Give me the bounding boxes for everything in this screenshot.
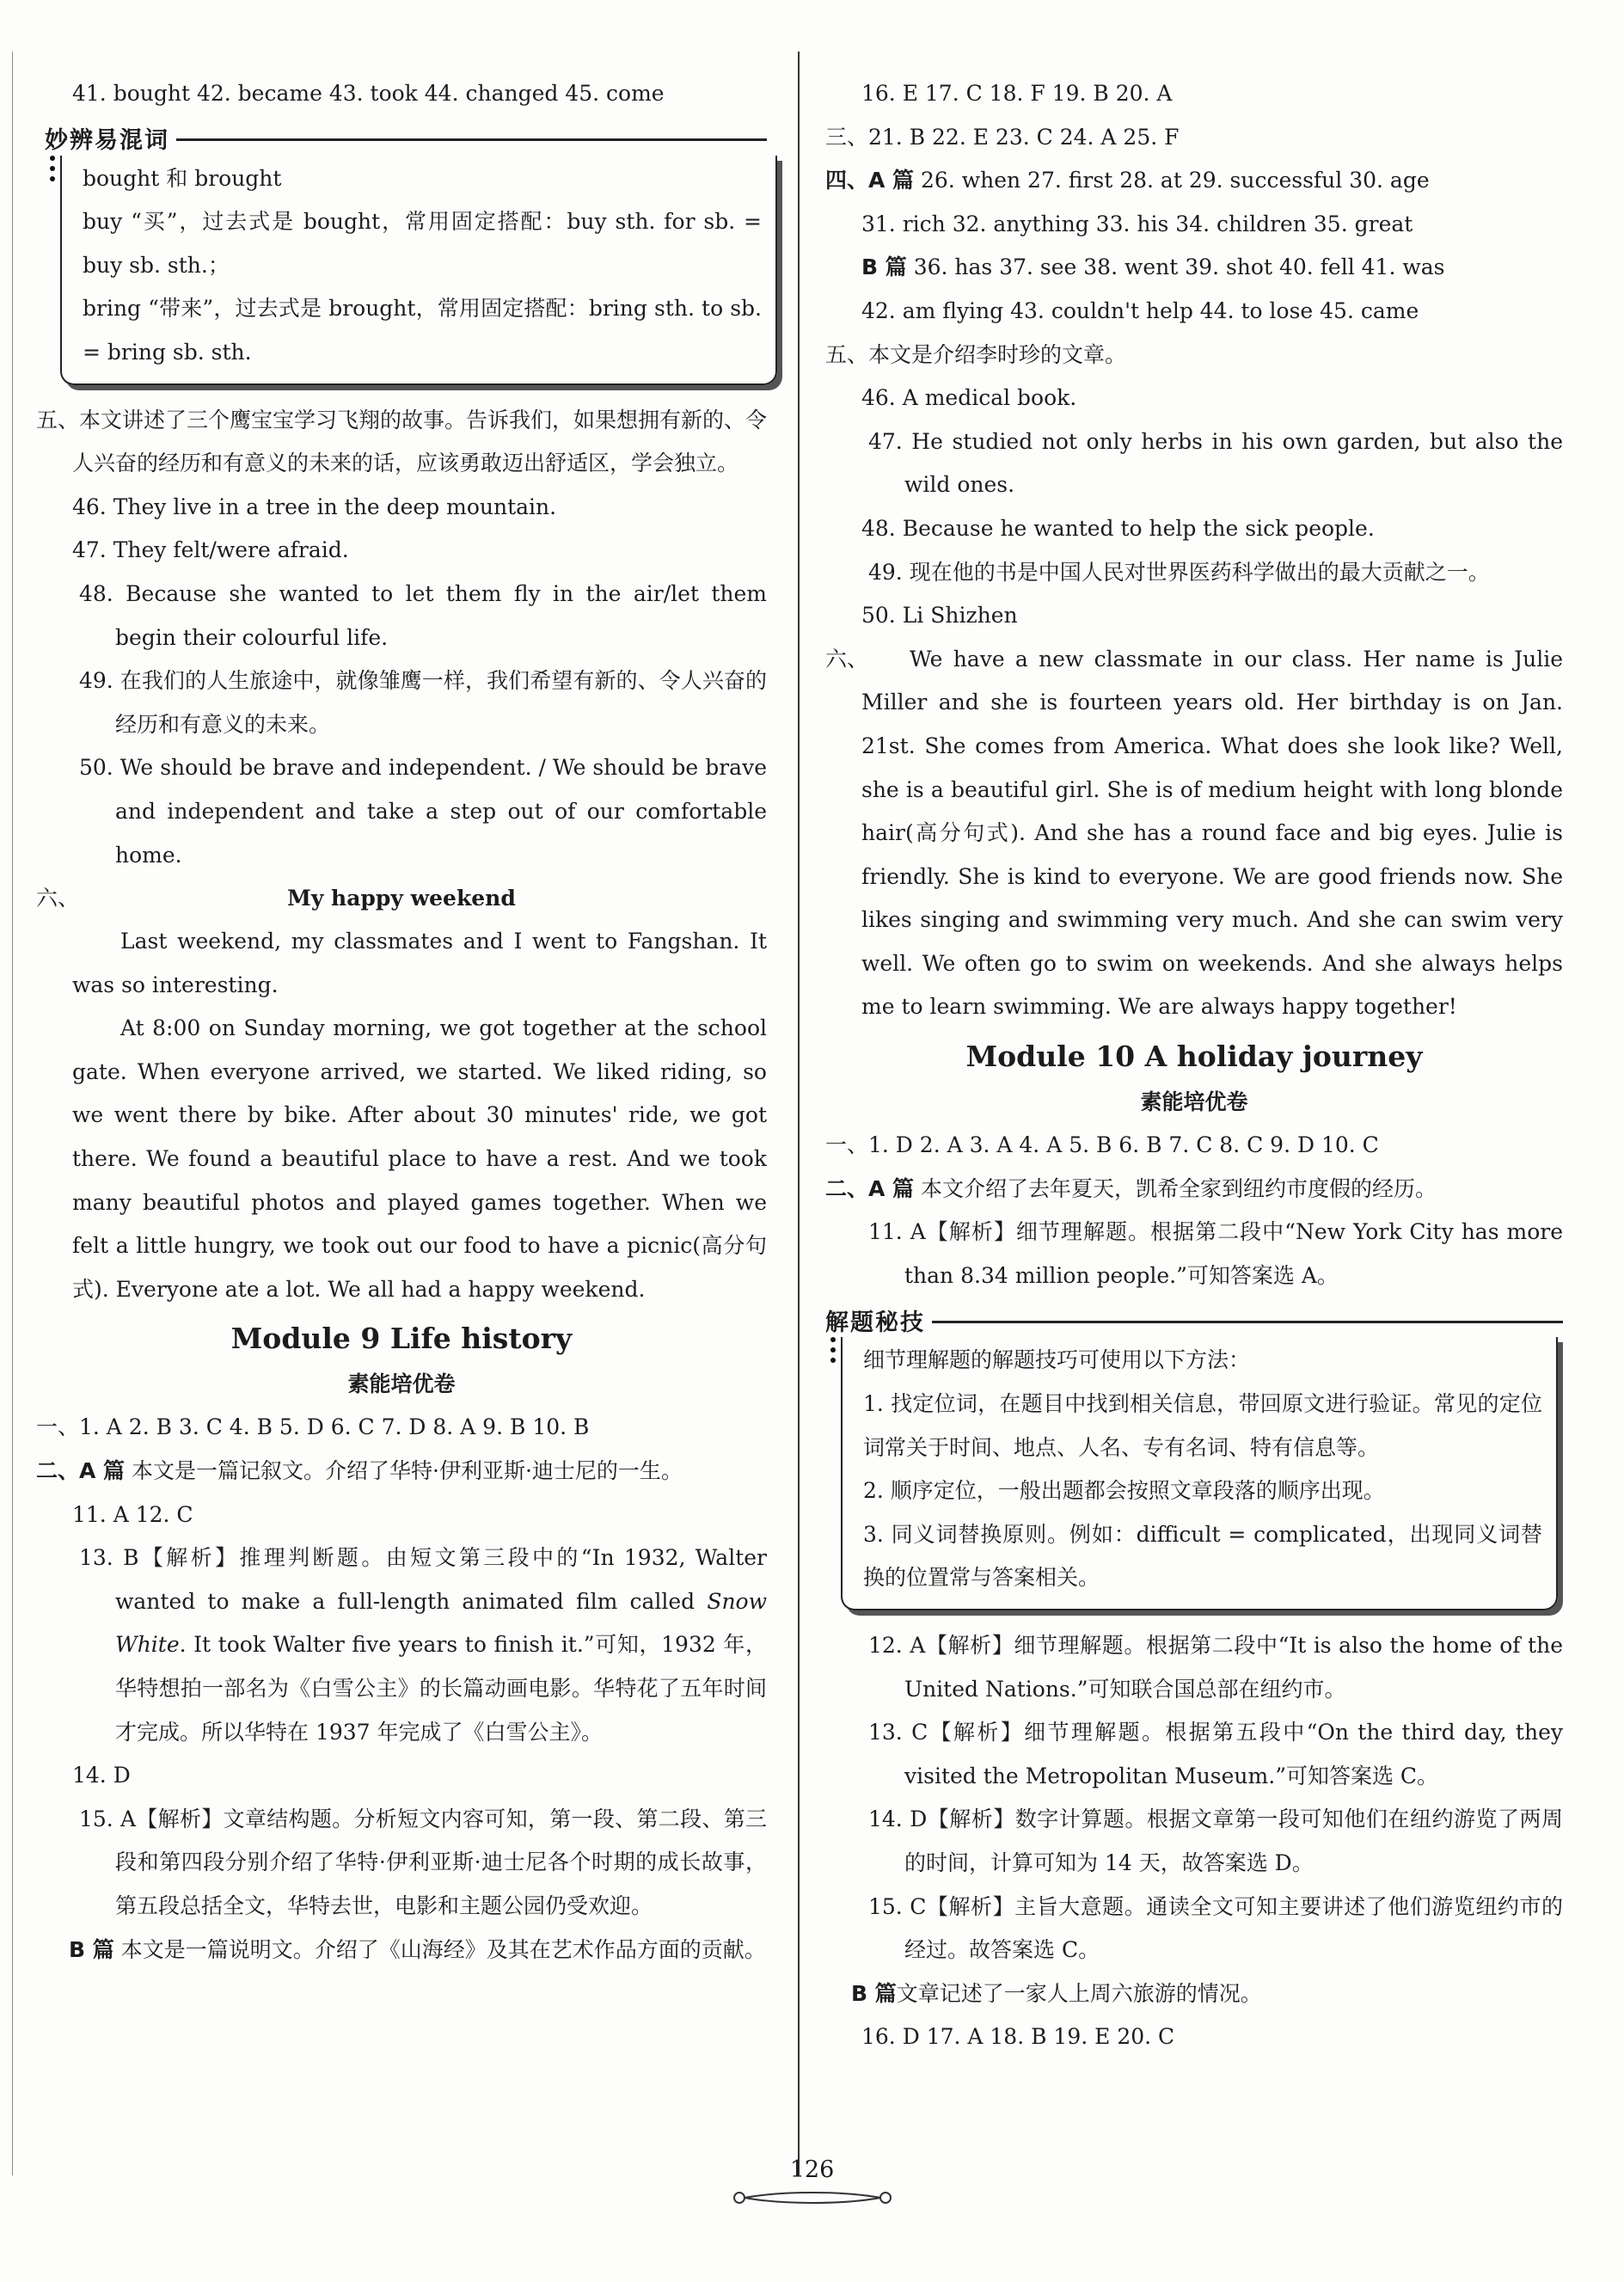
answer-14: 14. D【解析】数字计算题。根据文章第一段可知他们在纽约游览了两周的时间，计算可知为 14 天，故答案选 D。 — [868, 1807, 1563, 1875]
module-9-section-2b — [36, 1929, 767, 1972]
tip-rule — [176, 138, 767, 141]
section-label: B 篇 — [861, 255, 907, 280]
module-10-section-2a — [825, 1168, 1563, 1212]
section-intro: 本文是一篇记叙文。介绍了华特·伊利亚斯·迪士尼的一生。 — [132, 1458, 683, 1484]
answer-49: 49. 在我们的人生旅途中，就像雏鹰一样，我们希望有新的、令人兴奋的经历和有意义的未来。 — [79, 668, 767, 737]
answer-47: 47. He studied not only herbs in his own garden, but also the wild ones. — [868, 428, 1563, 498]
page-ornament — [731, 2189, 894, 2206]
tip-title: 妙辨易混词 — [45, 127, 169, 155]
answer-13: 13. C【解析】细节理解题。根据第五段中“On the third day, they visited the Metropolitan Museum.”可知答案选 C。 — [868, 1720, 1563, 1788]
section-6-label: 六、 — [36, 886, 80, 911]
section-label: B 篇 — [69, 1936, 114, 1962]
answer-13-text-b: . It took Walter five years to finish it.”可知，1932 年，华特想拍一部名为《白雪公主》的长篇动画电影。华特花了五年时间才完成。所以华特在 1937 年完成了《白雪公主》。 — [115, 1632, 767, 1745]
answers-41-45: 41. bought 42. became 43. took 44. changed 45. come — [72, 81, 665, 106]
section-intro: 本文介绍了去年夏天，凯希全家到纽约市度假的经历。 — [914, 1175, 1437, 1201]
page-number: 126 — [789, 2156, 835, 2183]
section-5-intro: 五、本文讲述了三个鹰宝宝学习飞翔的故事。告诉我们，如果想拥有新的、令人兴奋的经历和有意义的未来的话，应该勇敢迈出舒适区，学会独立。 — [36, 407, 768, 476]
answer-11: 11. A【解析】细节理解题。根据第二段中“New York City has more than 8.34 million people.”可知答案选 A。 — [868, 1219, 1563, 1288]
answers-16-20: 16. D 17. A 18. B 19. E 20. C — [861, 2024, 1175, 2050]
module-9-section-2a — [36, 1450, 767, 1494]
tip-dots-icon — [830, 1337, 837, 1368]
essay-paragraph: Last weekend, my classmates and I went to Fangshan. It was so interesting. — [72, 929, 767, 997]
answer-13 — [36, 1537, 767, 1754]
module-10-section-1: 一、1. D 2. A 3. A 4. A 5. B 6. B 7. C 8. C 9. D 10. C — [825, 1132, 1379, 1158]
page-edge-line — [12, 52, 13, 2175]
tip-line: 3. 同义词替换原则。例如：difficult = complicated，出现同义词替换的位置常与答案相关。 — [863, 1521, 1542, 1591]
answer-13-italic: Snow White — [115, 1588, 767, 1658]
module-10-title: Module 10 A holiday journey — [965, 1040, 1423, 1074]
tip-body — [60, 156, 777, 385]
section-intro: 文章记述了一家人上周六旅游的情况。 — [896, 1980, 1262, 2006]
tip-title: 解题秘技 — [825, 1309, 925, 1336]
tip-line: bring “带来”，过去式是 brought，常用固定搭配：bring sth. to sb. = bring sb. sth. — [83, 296, 762, 365]
tip-line: 2. 顺序定位，一般出题都会按照文章段落的顺序出现。 — [863, 1478, 1385, 1504]
tip-line: buy “买”，过去式是 bought，常用固定搭配：buy sth. for sb. = buy sb. sth.； — [83, 209, 762, 278]
answer-47: 47. They felt/were afraid. — [72, 537, 349, 563]
tip-line: 细节理解题的解题技巧可使用以下方法： — [863, 1347, 1251, 1373]
answer-11-12: 11. A 12. C — [72, 1501, 193, 1527]
tip-body — [841, 1337, 1558, 1610]
left-column — [36, 76, 767, 1972]
column-divider — [798, 52, 800, 2175]
section-label: 二、A 篇 — [825, 1175, 915, 1201]
section-3-answers: 三、21. B 22. E 23. C 24. A 25. F — [825, 124, 1180, 150]
tip-box-confusing-words — [45, 121, 767, 385]
section-4a-answers-2: 31. rich 32. anything 33. his 34. children 35. great — [861, 211, 1413, 236]
answers-16-20: 16. E 17. C 18. F 19. B 20. A — [861, 81, 1173, 106]
tip-line: bought 和 brought — [83, 165, 282, 191]
module-10-section-2b — [825, 1972, 1563, 2016]
tip-box-solving-tips — [825, 1303, 1563, 1610]
answers: 36. has 37. see 38. went 39. shot 40. fell 41. was — [906, 255, 1445, 280]
module-9-subtitle: 素能培优卷 — [347, 1371, 456, 1397]
answers: 26. when 27. first 28. at 29. successful 30. age — [914, 168, 1430, 193]
essay-block — [825, 638, 1563, 1029]
tip-line: 1. 找定位词，在题目中找到相关信息，带回原文进行验证。常见的定位词常关于时间、地点、人名、专有名词、特有信息等。 — [863, 1391, 1542, 1460]
answer-12: 12. A【解析】细节理解题。根据第二段中“It is also the home of the United Nations.”可知联合国总部在纽约市。 — [868, 1633, 1563, 1702]
right-column — [825, 76, 1563, 2059]
tip-dots-icon — [50, 156, 57, 187]
answer-14: 14. D — [72, 1763, 131, 1788]
section-5-intro: 五、本文是介绍李时珍的文章。 — [825, 341, 1127, 367]
module-10-subtitle: 素能培优卷 — [1140, 1089, 1248, 1115]
answer-48: 48. Because she wanted to let them fly in the air/let them begin their colourful life. — [79, 580, 767, 650]
section-label: 四、A 篇 — [825, 168, 915, 193]
essay-paragraph: At 8:00 on Sunday morning, we got together at the school gate. When everyone arrived, we started. We liked riding, so we went there by bike. After about 30 minutes' ride, we got there. We found a beautiful place to have a rest. And we took many beautiful photos and played games together. When we felt a little hungry, we took out our food to have a picnic(高分句式). Everyone ate a lot. We all had a happy weekend. — [72, 1015, 767, 1302]
answer-15: 15. C【解析】主旨大意题。通读全文可知主要讲述了他们游览纽约市的经过。故答案选 C。 — [868, 1893, 1563, 1963]
tip-rule — [932, 1321, 1563, 1323]
answer-50: 50. We should be brave and independent. / We should be brave and independent and take a step out of our comfortable home. — [79, 755, 767, 868]
section-label: B 篇 — [851, 1980, 897, 2006]
section-4b-answers-2: 42. am flying 43. couldn't help 44. to lose 45. came — [861, 298, 1419, 323]
section-6-label: 六、 — [825, 646, 869, 672]
answer-46: 46. A medical book. — [861, 385, 1077, 411]
answer-48: 48. Because he wanted to help the sick people. — [861, 515, 1375, 541]
essay-paragraph: We have a new classmate in our class. Her name is Julie Miller and she is fourteen years old. Her birthday is on Jan. 21st. She comes from America. What does she look like? Well, she is a beautiful girl. She is of medium height with long blonde hair(高分句式). And she has a round face and big eyes. Julie is friendly. She is kind to everyone. We are good friends now. She likes singing and swimming very much. And she can swim very well. We often go to swim on weekends. And she always helps me to learn swimming. We are always happy together! — [861, 646, 1563, 1020]
essay-header-row — [36, 877, 767, 920]
tip-header — [45, 121, 767, 156]
section-intro: 本文是一篇说明文。介绍了《山海经》及其在艺术作品方面的贡献。 — [120, 1936, 766, 1962]
section-label: 二、A 篇 — [36, 1458, 126, 1484]
answer-15: 15. A【解析】文章结构题。分析短文内容可知，第一段、第二段、第三段和第四段分别介绍了华特·伊利亚斯·迪士尼各个时期的成长故事，第五段总括全文，华特去世，电影和主题公园仍受欢迎。 — [79, 1806, 767, 1918]
answer-50: 50. Li Shizhen — [861, 603, 1018, 629]
module-9-title: Module 9 Life history — [230, 1322, 573, 1356]
answer-13-text: 13. B【解析】推理判断题。由短文第三段中的“In 1932, Walter wanted to make a full-length animated film called — [79, 1545, 767, 1614]
tip-header — [825, 1303, 1563, 1337]
section-4a-answers — [825, 159, 1563, 203]
answer-46: 46. They live in a tree in the deep mountain. — [72, 494, 557, 519]
module-9-section-1: 一、1. A 2. B 3. C 4. B 5. D 6. C 7. D 8. A 9. B 10. B — [36, 1414, 590, 1440]
section-4b-answers — [825, 246, 1563, 290]
answer-49: 49. 现在他的书是中国人民对世界医药科学做出的最大贡献之一。 — [868, 559, 1490, 585]
essay-title: My happy weekend — [287, 886, 516, 911]
